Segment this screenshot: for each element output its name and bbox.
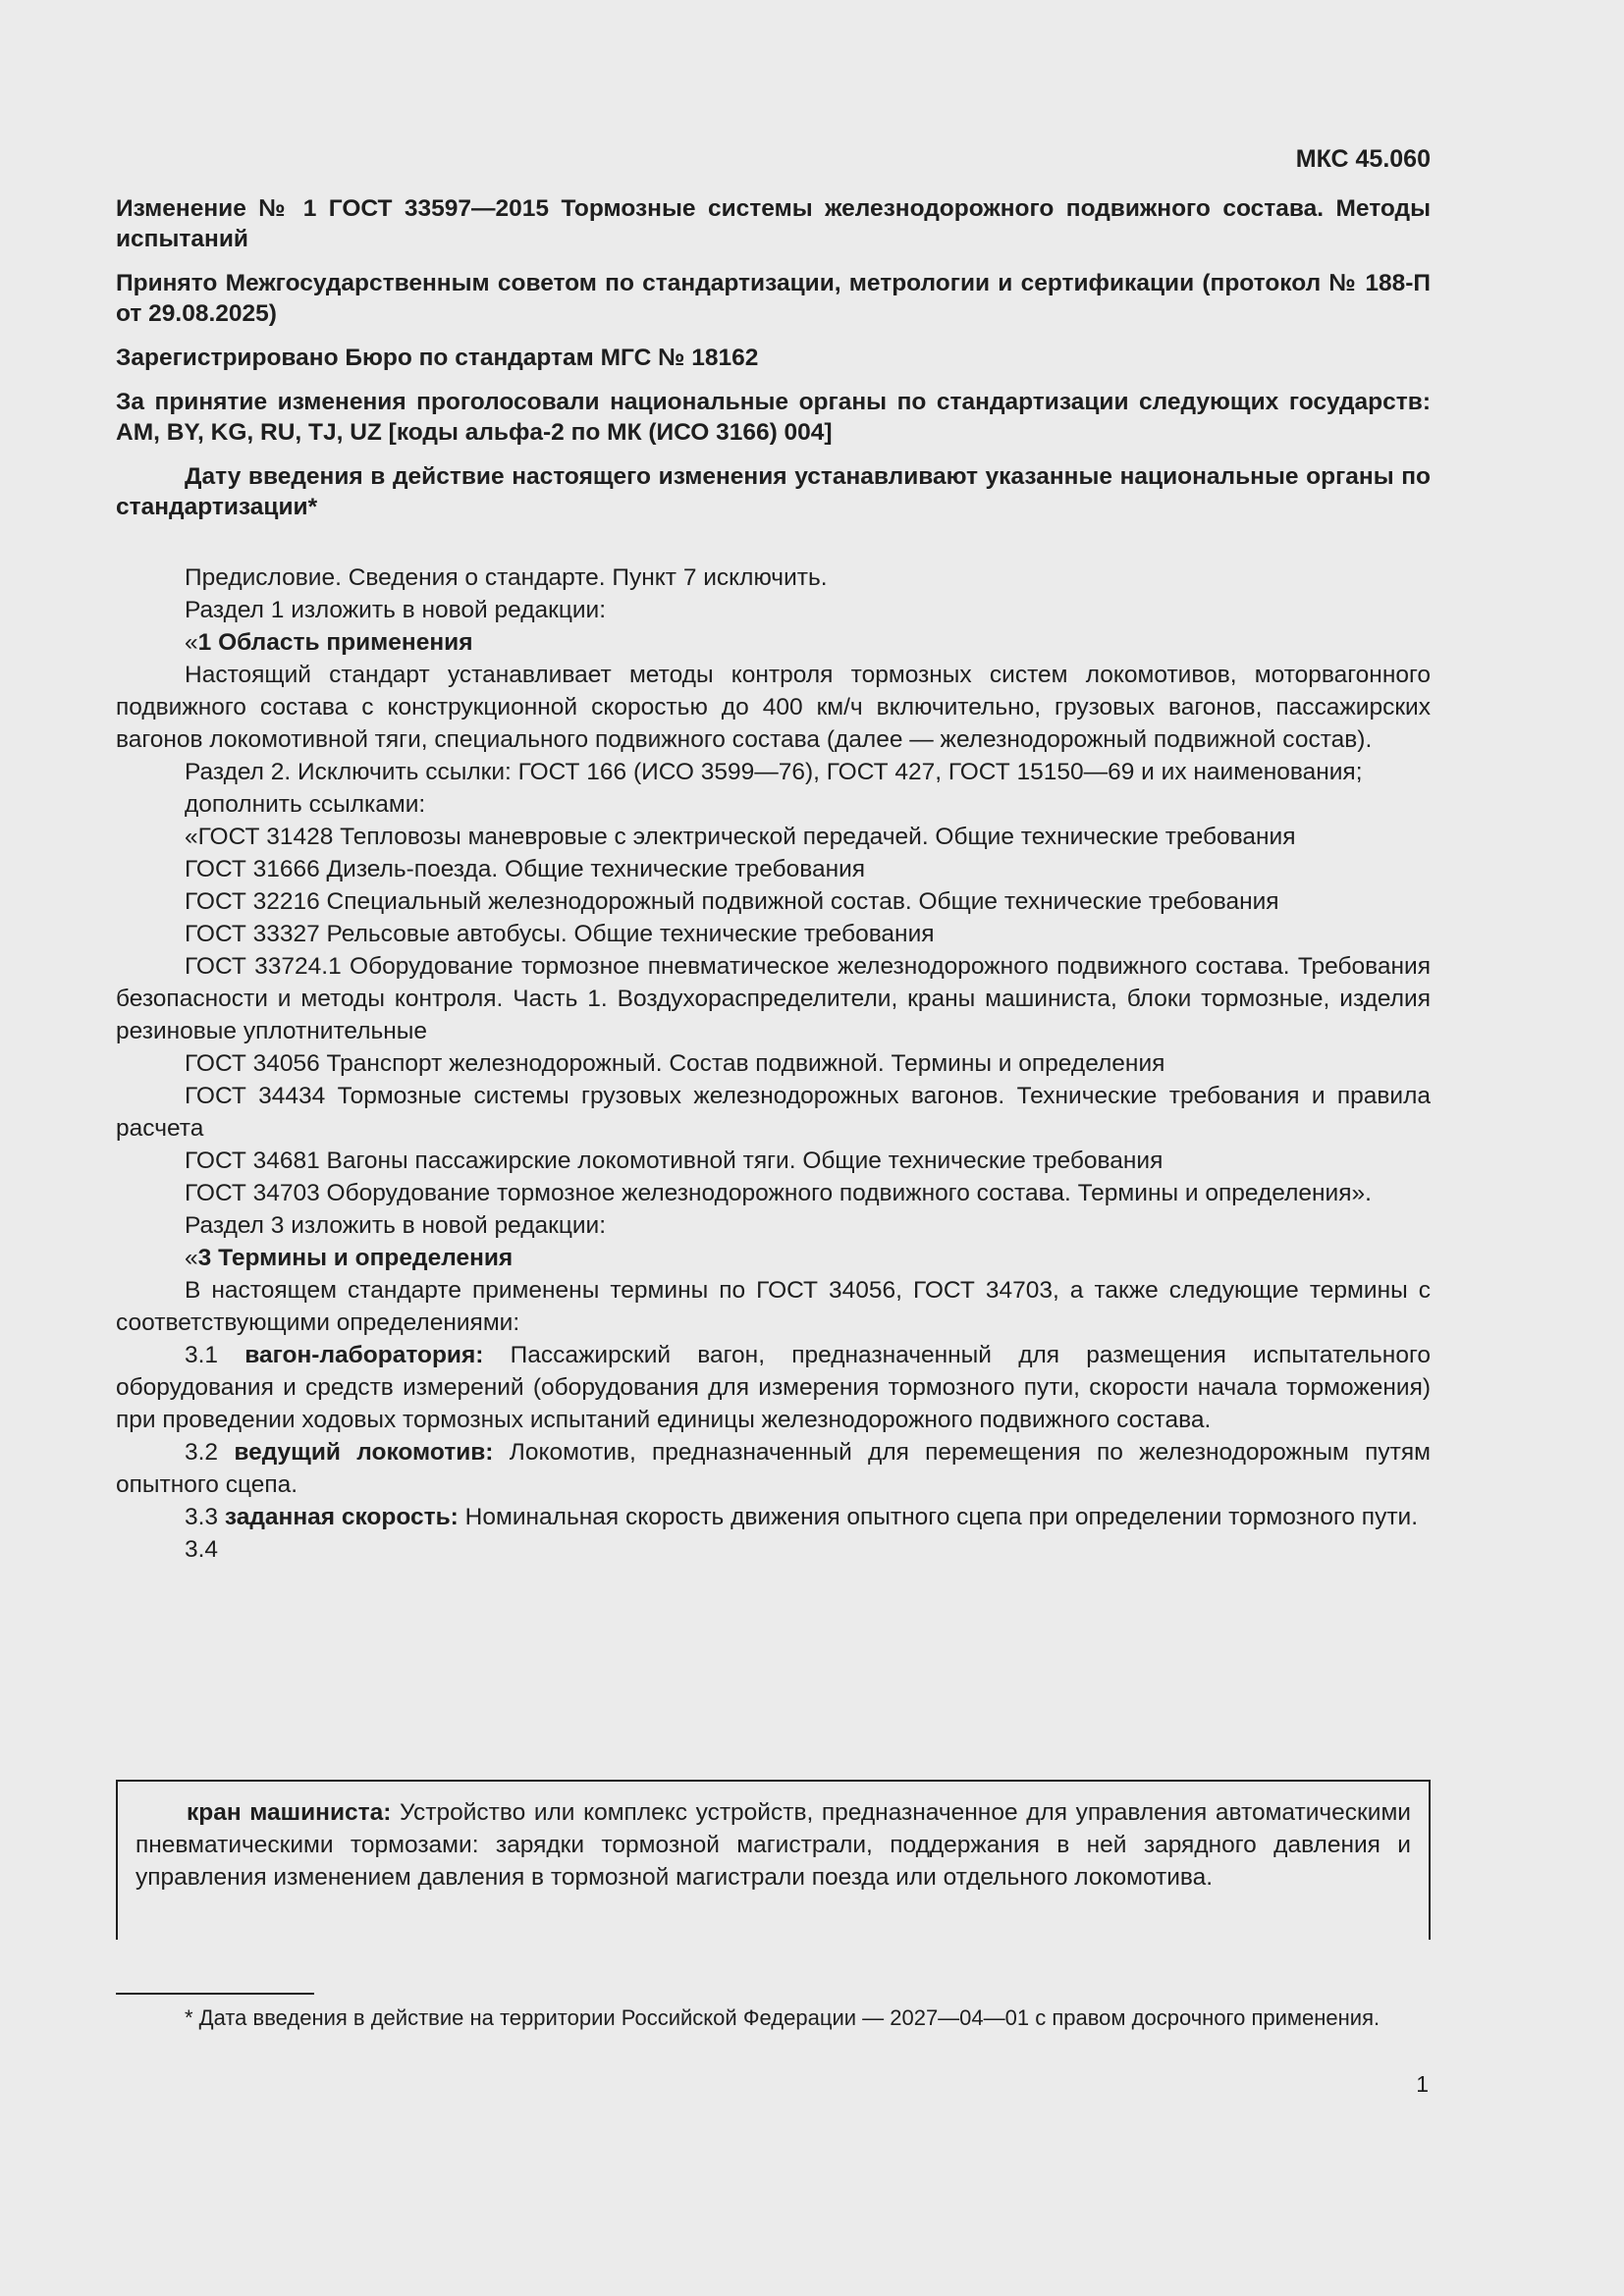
term-name: заданная скорость: xyxy=(224,1504,459,1530)
adopted-by: Принято Межгосударственным советом по стандартизации, метрологии и сертификации (протокол № 188-П от 29.08.2025) xyxy=(116,270,1431,327)
reference-item: ГОСТ 34703 Оборудование тормозное железнодорожного подвижного состава. Термины и определения». xyxy=(185,1180,1372,1206)
section2-add: дополнить ссылками: xyxy=(185,791,426,818)
section3-heading: «3 Термины и определения xyxy=(185,1245,514,1271)
reference-item: ГОСТ 33724.1 Оборудование тормозное пневматическое железнодорожного подвижного состава. Требования безопасности и методы контроля. Часть 1. Воздухораспределители, краны машиниста, блоки тормозные, изделия резиновые уплотнительные xyxy=(116,953,1431,1044)
reference-item: ГОСТ 33327 Рельсовые автобусы. Общие технические требования xyxy=(185,921,935,947)
registered: Зарегистрировано Бюро по стандартам МГС № 18162 xyxy=(116,345,759,371)
box-term-definition: Устройство или комплекс устройств, предназначенное для управления автоматическими пневматическими тормозами: зарядки тормозной магистрали, поддержания в ней зарядного давления и управления изменением давления в тормозной магистрали поезда или отдельного локомотива. xyxy=(135,1799,1411,1891)
reference-item: ГОСТ 34681 Вагоны пассажирские локомотивной тяги. Общие технические требования xyxy=(185,1148,1164,1174)
box-term-entry xyxy=(135,1796,1411,1894)
page-content xyxy=(116,143,1431,1566)
term-number: 3.3 xyxy=(185,1504,219,1530)
section3-title: 3 Термины и определения xyxy=(197,1245,514,1271)
term-definition: Пассажирский вагон, предназначенный для размещения испытательного оборудования и средств измерений (оборудования для измерения тормозного пути, скорости начала торможения) при проведении ходовых тормозных испытаний единицы железнодорожного подвижного состава. xyxy=(116,1342,1431,1433)
reference-item: ГОСТ 34434 Тормозные системы грузовых железнодорожных вагонов. Технические требования и правила расчета xyxy=(116,1083,1431,1142)
voted-states: За принятие изменения проголосовали национальные органы по стандартизации следующих государств: AM, BY, KG, RU, TJ, UZ [коды альфа-2 по МК (ИСО 3166) 004] xyxy=(116,389,1431,446)
page-number: 1 xyxy=(1416,2071,1429,2097)
reference-item: ГОСТ 34056 Транспорт железнодорожный. Состав подвижной. Термины и определения xyxy=(185,1050,1165,1077)
section3-intro: Раздел 3 изложить в новой редакции: xyxy=(185,1212,607,1239)
footnote-divider xyxy=(116,1993,314,1995)
section1-intro: Раздел 1 изложить в новой редакции: xyxy=(185,597,607,623)
section3-text: В настоящем стандарте применены термины по ГОСТ 34056, ГОСТ 34703, а также следующие термины с соответствующими определениями: xyxy=(116,1277,1431,1336)
box-term-name: кран машиниста: xyxy=(187,1799,392,1826)
effective-date-note: Дату введения в действие настоящего изменения устанавливают указанные национальные органы по стандартизации* xyxy=(116,463,1431,520)
term-definition: Номинальная скорость движения опытного сцепа при определении тормозного пути. xyxy=(464,1504,1419,1530)
reference-item: «ГОСТ 31428 Тепловозы маневровые с электрической передачей. Общие технические требования xyxy=(185,824,1296,850)
reference-item: ГОСТ 32216 Специальный железнодорожный подвижной состав. Общие технические требования xyxy=(185,888,1279,915)
term-name: ведущий локомотив: xyxy=(234,1439,494,1466)
section1-title: 1 Область применения xyxy=(197,629,473,656)
term-number: 3.1 xyxy=(185,1342,219,1368)
term-entry xyxy=(116,1501,1431,1533)
section2-exclude: Раздел 2. Исключить ссылки: ГОСТ 166 (ИСО 3599—76), ГОСТ 427, ГОСТ 15150—69 и их наименования; xyxy=(185,759,1363,785)
section1-text: Настоящий стандарт устанавливает методы контроля тормозных систем локомотивов, моторвагонного подвижного состава с конструкционной скоростью до 400 км/ч включительно, грузовых вагонов, пассажирских вагонов локомотивной тяги, специального подвижного состава (далее — железнодорожный подвижной состав). xyxy=(116,662,1431,753)
footnote xyxy=(116,2003,1431,2033)
section1-heading: «1 Область применения xyxy=(185,629,473,656)
term-number: 3.2 xyxy=(185,1439,219,1466)
reference-item: ГОСТ 31666 Дизель-поезда. Общие технические требования xyxy=(185,856,866,882)
term-3-4-box xyxy=(116,1780,1431,1940)
mks-code: МКС 45.060 xyxy=(1295,145,1431,173)
term-name: вагон-лаборатория: xyxy=(244,1342,484,1368)
preface-paragraph: Предисловие. Сведения о стандарте. Пункт 7 исключить. xyxy=(185,564,828,591)
term-entry xyxy=(116,1436,1431,1501)
term-definition: Локомотив, предназначенный для перемещения по железнодорожным путям опытного сцепа. xyxy=(116,1439,1432,1498)
footnote-text: * Дата введения в действие на территории Российской Федерации — 2027—04—01 с правом досрочного применения. xyxy=(185,2005,1380,2030)
amendment-title: Изменение № 1 ГОСТ 33597—2015 Тормозные системы железнодорожного подвижного состава. Методы испытаний xyxy=(116,195,1431,252)
term-3-4-number: 3.4 xyxy=(185,1536,219,1563)
term-entry xyxy=(116,1339,1431,1436)
